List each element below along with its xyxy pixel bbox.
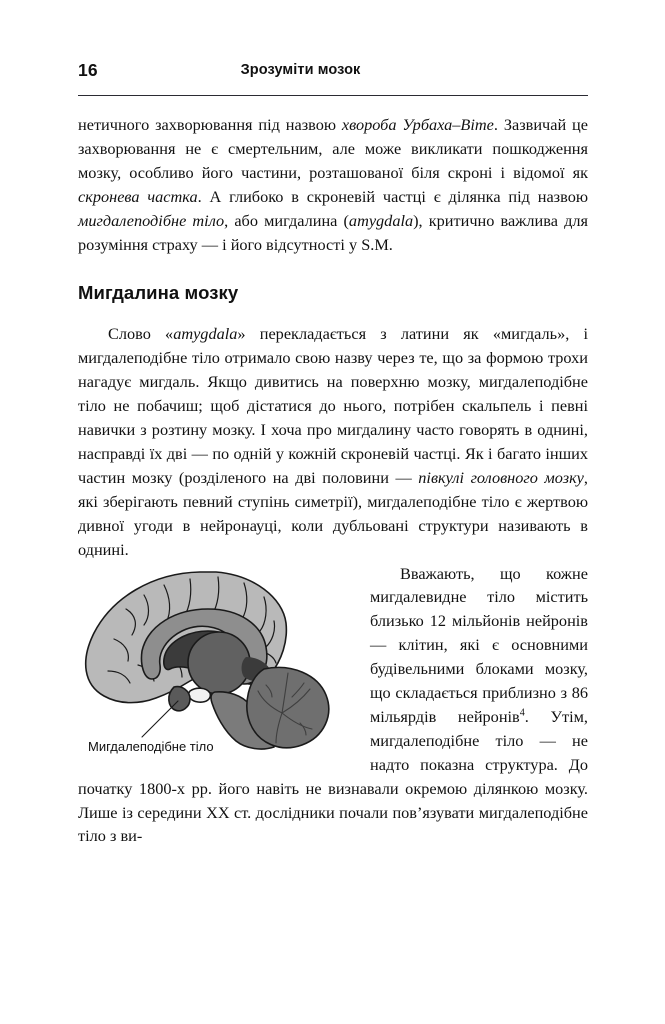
p1-italic-2: скронева частка — [78, 186, 198, 206]
running-title: Зрозуміти мозок — [240, 62, 361, 78]
footnote-marker: 4 — [519, 707, 525, 719]
p1-italic-1: хвороба Урбаха–Віте — [341, 115, 494, 134]
header-rule — [78, 95, 588, 96]
p2-italic-1: amygdala — [173, 324, 238, 344]
callout-leader-line — [142, 701, 178, 737]
thalamus — [188, 632, 250, 694]
amygdala-label: Мигдалеподібне тіло — [88, 738, 214, 754]
spacer-above-heading — [78, 256, 588, 282]
cerebellum — [247, 667, 329, 747]
p3-seg-2: . Утім, мигдалеподібне тіло — не надто показна структура. До початку 1800-х рр. його навіть не визнавали окремою ділянкою мозку. Лише із середини XX ст. дослідники почали пов’язувати мигдалеподібне тіло з ви- — [78, 706, 589, 846]
page-header — [78, 60, 588, 90]
p1-italic-4: amygdala — [348, 210, 414, 230]
page-number: 16 — [78, 60, 98, 80]
p2-seg-3: , які зберігають певний ступінь симетрії), мигдалеподібне тіло є жертвою дивної угоди в нейронауці, коли дубльовані структури називають в однині. — [78, 467, 588, 559]
p1-seg-2: . Зазвичай це захворювання не є смертельним, але може викликати пошкодження мозку, особливо його частини, розташованої біля скроні і відомої як — [78, 115, 588, 182]
p3-seg-1: Вважають, що кожне мигдалевидне тіло містить близько 12 мільйонів нейронів — клітин, які є основними будівельними блоками мозку, що складається приблизно з 86 мільярдів нейронів — [370, 563, 588, 726]
p1-italic-3: мигдалеподібне тіло — [78, 210, 225, 230]
p1-seg-5: ), критично важлива для розуміння страху — і його відсутності у S.M. — [78, 210, 588, 254]
brain-illustration — [78, 565, 354, 765]
p1-seg-3: . А глибоко в скроневій частці є ділянка під назвою — [197, 186, 588, 206]
p2-seg-1: Слово « — [108, 324, 174, 344]
paragraph-3 — [78, 562, 588, 849]
section-heading: Мигдалина мозку — [78, 282, 239, 304]
p2-seg-2: » перекладається з латини як «мигдаль», і мигдалеподібне тіло отримало свою назву через те, що за формою трохи нагадує мигдаль. Якщо дивитись на поверхню мозку, мигдалеподібне тіло не побачиш; щоб дістатися до нього, потрібен скальпель і певні навички з розтину мозку. І хоча про мигдалину часто говорять в однині, насправді їх дві — по одній у кожній скроневій частці. Як і багато інших частин мозку (розділеного на дві половини — — [78, 324, 589, 487]
text-column — [78, 113, 588, 849]
float-clear — [78, 848, 588, 849]
paragraph-1 — [78, 113, 588, 256]
p2-italic-2: півкулі головного мозку — [418, 467, 584, 487]
p1-seg-1: нетичного захворювання під назвою — [78, 115, 342, 134]
spacer-below-heading — [78, 304, 588, 322]
paragraph-2 — [78, 322, 588, 561]
hypothalamus-highlight — [189, 688, 211, 702]
p1-seg-4: , або мигдалина ( — [224, 210, 349, 230]
